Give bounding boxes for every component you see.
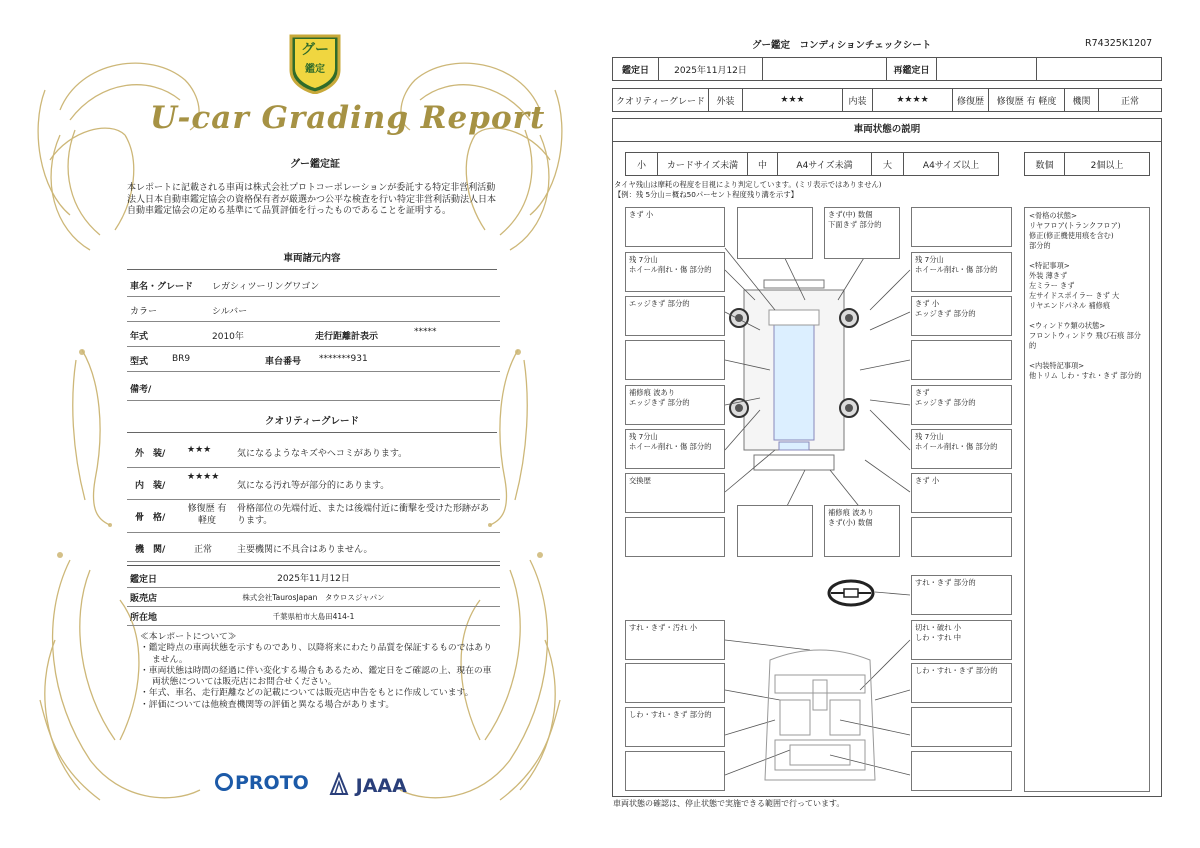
side-note-line: <骨格の状態> — [1029, 211, 1077, 220]
mileage-label: 走行距離計表示 — [315, 332, 379, 342]
specs-section-title: 車両諸元内容 — [127, 250, 497, 270]
condition-box-tire-fr: 残 7分山 ホイール削れ・傷 部分的 — [911, 252, 1012, 292]
certificate-intro: 本レポートに記載される車両は株式会社プロトコーポレーションが委託する特定非営利活動法人日本自動車鑑定協会の資格保有者が厳選かつ公平な検査を行い特定非営利活動法人日本自動車鑑定協会の定める基準にて品質評価を行ったものであることを証明する。 — [127, 183, 497, 216]
int-label: 内装 — [843, 89, 873, 111]
condition-box-steering: すれ・きず 部分的 — [911, 575, 1012, 615]
condition-box — [737, 505, 813, 557]
spec-row-name — [127, 272, 500, 297]
size-small-desc: カードサイズ未満 — [658, 153, 748, 175]
count-label: 数個 — [1025, 153, 1065, 175]
model-value: BR9 — [172, 354, 191, 364]
size-large-desc: A4サイズ以上 — [922, 160, 980, 171]
tire-note-2: 【例：残 5分山＝概ね50パーセント程度残り溝を示す】 — [614, 190, 798, 199]
condition-box — [911, 751, 1012, 791]
date-label: 鑑定日 — [613, 58, 659, 80]
date-value: 2025年11月12日 — [659, 58, 763, 80]
quality-section-title: クオリティーグレード — [127, 413, 497, 433]
condition-box-rear-seat: しわ・すれ・きず 部分的 — [625, 707, 725, 747]
ext-label: 外 装/ — [135, 449, 166, 459]
engine-label: 機 関/ — [135, 545, 166, 555]
side-note-line — [1029, 351, 1145, 361]
side-note-line: 他トリム しわ・すれ・きず 部分的 — [1029, 371, 1142, 380]
note-item: ・鑑定時点の車両状態を示すものであり、以降将来にわたり品質を保証するものではありません。 — [140, 643, 492, 665]
year-label: 年式 — [130, 332, 149, 342]
side-note-line: <ウィンドウ類の状態> — [1029, 321, 1106, 330]
engine-value: 正常 — [1120, 96, 1139, 107]
quality-row-exterior — [127, 436, 500, 468]
steering-wheel-icon — [826, 578, 876, 608]
certificate-title: グー鑑定証 — [290, 159, 340, 170]
badge-top-text: グー — [301, 42, 329, 58]
condition-box-tire-fl: 残 7分山 ホイール削れ・傷 部分的 — [625, 252, 725, 292]
engine-text: 主要機関に不具合はありません。 — [237, 545, 373, 555]
frame-label: 骨 格/ — [135, 513, 166, 523]
name-value: レガシィツーリングワゴン — [212, 282, 320, 292]
quality-row-interior — [127, 468, 500, 500]
spec-row-year — [127, 322, 500, 347]
condition-box-rear: 補修痕 波あり きず(小) 数個 — [824, 505, 900, 557]
tire-note-1: タイヤ残山は摩耗の程度を目視により判定しています。(ミリ表示ではありません) — [614, 180, 882, 189]
engine-value: 正常 — [194, 545, 213, 555]
condition-box-passenger-seat: しわ・すれ・きず 部分的 — [911, 663, 1012, 703]
dealer-label: 販売店 — [130, 594, 158, 604]
name-label: 車名・グレード — [130, 282, 194, 292]
report-id: R74325K1207 — [1085, 38, 1153, 49]
count-desc: 2個以上 — [1090, 160, 1124, 171]
date-value: 2025年11月12日 — [277, 574, 350, 584]
repair-value: 修復歴 有 軽度 — [989, 89, 1065, 111]
note-item: ・評価については他検査機関等の評価と異なる場合があります。 — [140, 699, 395, 710]
condition-box-front: きず(中) 数個 下面きず 部分的 — [824, 207, 900, 259]
color-label: カラー — [130, 307, 158, 317]
side-note-line: リヤフロア(トランクフロア) — [1029, 221, 1121, 230]
int-stars: ★★★★ — [187, 472, 220, 482]
ext-stars: ★★★ — [743, 89, 843, 111]
address-value: 千葉県柏市大島田414-1 — [272, 612, 355, 621]
condition-box — [625, 517, 725, 557]
size-mid-desc: A4サイズ未満 — [778, 153, 872, 175]
side-note-line: <内装特記事項> — [1029, 361, 1085, 370]
redate-label: 再鑑定日 — [887, 58, 937, 80]
badge-bottom-text: 鑑定 — [305, 64, 325, 75]
note-item: ・年式、車名、走行距離などの記載については販売店申告をもとに作成しています。 — [140, 688, 474, 699]
quality-row-frame — [127, 500, 500, 533]
condition-box — [737, 207, 813, 259]
size-mid: 中 — [748, 153, 778, 175]
condition-box — [625, 340, 725, 380]
remarks-label: 備考/ — [130, 385, 152, 395]
condition-box-dashboard: すれ・きず・汚れ 小 — [625, 620, 725, 660]
side-note-line: 部分的 — [1029, 241, 1051, 250]
spec-row-model — [127, 347, 500, 372]
ext-label: 外装 — [709, 89, 743, 111]
info-row-dealer — [127, 588, 500, 607]
condition-box-rear-left: 交換歴 — [625, 473, 725, 513]
side-note-line: フロントウィンドウ 飛び石痕 部分的 — [1029, 331, 1141, 350]
frame-text: 骨格部位の先端付近、または後端付近に衝撃を受けた形跡があります。 — [237, 504, 490, 526]
side-note-line: 修正(修正機使用痕を含む) — [1029, 231, 1114, 240]
condition-box — [911, 517, 1012, 557]
condition-box-rear-right: きず 小 — [911, 473, 1012, 513]
condition-box-left-front: エッジきず 部分的 — [625, 296, 725, 336]
color-value: シルバー — [212, 307, 248, 317]
mileage-value: ***** — [414, 327, 437, 337]
model-label: 型式 — [130, 357, 149, 367]
size-large: 大 — [872, 153, 904, 175]
chassis-label: 車台番号 — [265, 357, 302, 367]
condition-box-right-front: きず 小 エッジきず 部分的 — [911, 296, 1012, 336]
condition-box-left-rear: 補修痕 波あり エッジきず 部分的 — [625, 385, 725, 425]
date-label: 鑑定日 — [130, 575, 158, 585]
side-note-line: リヤエンドパネル 補修痕 — [1029, 301, 1111, 310]
ext-stars: ★★★ — [187, 445, 212, 455]
condition-box-tire-rl: 残 7分山 ホイール削れ・傷 部分的 — [625, 429, 725, 469]
footer-note: 車両状態の確認は、停止状態で実施できる範囲で行っています。 — [613, 799, 845, 808]
side-note-line: 左ミラー きず — [1029, 281, 1075, 290]
condition-box — [625, 663, 725, 703]
quality-row-engine — [127, 533, 500, 562]
condition-check-sheet — [600, 0, 1200, 848]
side-note-line: <特記事項> — [1029, 261, 1070, 270]
condition-title: 車両状態の説明 — [612, 118, 1162, 142]
condition-box — [911, 340, 1012, 380]
condition-box-front-left: きず 小 — [625, 207, 725, 247]
info-row-address — [127, 607, 500, 626]
int-label: 内 装/ — [135, 481, 166, 491]
side-note-line: 左サイドスポイラー きず 大 — [1029, 291, 1120, 300]
note-item: ・車両状態は時間の経過に伴い変化する場合もあるため、鑑定日をご確認の上、現在の車両状態については販売店にお問合せください。 — [140, 665, 492, 688]
condition-box — [911, 707, 1012, 747]
goo-appraisal-badge — [287, 30, 343, 94]
address-label: 所在地 — [130, 613, 158, 623]
grade-label: クオリティーグレード — [613, 89, 709, 111]
dealer-value: 株式会社TaurosJapan タウロスジャパン — [242, 593, 385, 602]
condition-box-right-rear: きず エッジきず 部分的 — [911, 385, 1012, 425]
side-note-line — [1029, 251, 1145, 261]
info-row-date — [127, 566, 500, 588]
repair-label: 修復歴 — [953, 89, 989, 111]
side-note-line: 外装 薄きず — [1029, 271, 1068, 280]
special-notes-panel — [1024, 207, 1150, 792]
car-interior-diagram — [755, 640, 885, 790]
spec-row-remarks — [127, 372, 500, 401]
int-text: 気になる汚れ等が部分的にあります。 — [237, 481, 390, 491]
engine-label: 機関 — [1065, 89, 1099, 111]
sheet-title: グー鑑定 コンディションチェックシート — [752, 40, 932, 51]
chassis-value: *******931 — [319, 354, 368, 364]
jaaa-logo: JAAA — [329, 772, 407, 797]
spec-row-color — [127, 297, 500, 322]
size-small: 小 — [626, 153, 658, 175]
report-notes — [140, 632, 500, 711]
int-stars: ★★★★ — [873, 89, 953, 111]
notes-title: ≪本レポートについて≫ — [140, 632, 237, 642]
proto-logo: PROTO — [215, 772, 309, 794]
condition-box-driver-seat: 切れ・破れ 小 しわ・すれ 中 — [911, 620, 1012, 660]
frame-value: 修復歴 有 軽度 — [187, 504, 227, 526]
year-value: 2010年 — [212, 332, 244, 342]
side-note-line — [1029, 311, 1145, 321]
condition-box — [625, 751, 725, 791]
condition-box-tire-rr: 残 7分山 ホイール削れ・傷 部分的 — [911, 429, 1012, 469]
script-title: U-car Grading Report — [150, 100, 546, 136]
ext-text: 気になるようなキズやヘコミがあります。 — [237, 449, 408, 459]
condition-box — [911, 207, 1012, 247]
